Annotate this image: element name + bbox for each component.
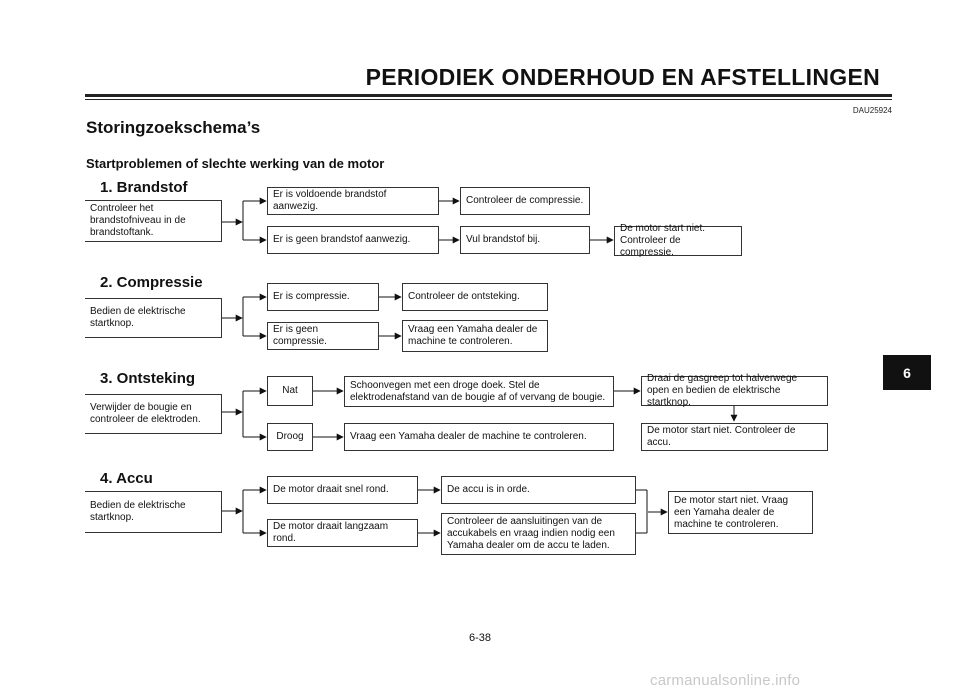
accu-final-text: De motor start niet. Vraag een Yamaha dealer de machine te controleren. (674, 494, 789, 530)
chapter-tab: 6 (883, 355, 931, 390)
ontsteking-result-wet-text: Nat (282, 385, 298, 396)
compressie-check-text: Bedien de elektrische startknop. (90, 306, 186, 329)
page-number: 6-38 (468, 632, 492, 644)
page-heading: Storingzoekschema’s (86, 118, 261, 137)
ontsteking-result-wet-box (267, 376, 313, 406)
compressie-result-no-text: Er is geen compressie. (273, 324, 327, 347)
ontsteking-check-text: Verwijder de bougie en controleer de elektroden. (90, 402, 201, 425)
compressie-action-no-text: Vraag een Yamaha dealer de machine te controleren. (408, 324, 538, 347)
brandstof-result-yes-text: Er is voldoende brandstof aanwezig. (273, 189, 387, 212)
ontsteking-followup-box (641, 373, 828, 408)
section-title-accu: 4. Accu (100, 470, 153, 487)
brandstof-action-no-box (460, 226, 590, 254)
accu-result-slow-text: De motor draait langzaam rond. (273, 521, 389, 544)
accu-final-box (668, 491, 813, 534)
ontsteking-result-dry-box (267, 423, 313, 451)
compressie-action-no-box (402, 320, 548, 352)
ontsteking-action-wet-text: Schoonvegen met een droge doek. Stel de elektrodenafstand van de bougie af of vervang de bougie. (350, 379, 606, 403)
brandstof-result-yes-box (267, 187, 439, 215)
ontsteking-followup-text: Draai de gasgreep tot halverwege open en bedien de elektrische startknop. (647, 373, 798, 408)
accu-result-fast-box (267, 476, 418, 504)
accu-action-slow-text: Controleer de aansluitingen van de accukabels en vraag indien nodig een Yamaha dealer om de accu te laden. (447, 516, 615, 551)
section-title-ontsteking: 3. Ontsteking (100, 370, 196, 387)
accu-check-text: Bedien de elektrische startknop. (90, 500, 186, 523)
watermark: carmanualsonline.info (650, 672, 801, 689)
compressie-result-no-box (267, 322, 379, 350)
compressie-result-yes-text: Er is compressie. (273, 291, 350, 302)
section-title-compressie: 2. Compressie (100, 274, 203, 291)
brandstof-final-text: De motor start niet. Controleer de compressie. (620, 223, 706, 258)
brandstof-check-box (85, 200, 222, 242)
subheading: Startproblemen of slechte werking van de motor (86, 156, 385, 171)
brandstof-result-no-box (267, 226, 439, 254)
accu-result-slow-box (267, 519, 418, 547)
accu-check-box (85, 491, 222, 533)
ontsteking-final-box (641, 423, 828, 451)
compressie-action-yes-box (402, 283, 548, 311)
ontsteking-action-dry-box (344, 423, 614, 451)
compressie-result-yes-box (267, 283, 379, 311)
ontsteking-result-dry-text: Droog (276, 431, 304, 442)
brandstof-action-yes-text: Controleer de compressie. (466, 195, 584, 206)
brandstof-check-text: Controleer het brandstofniveau in de brandstoftank. (90, 203, 186, 238)
brandstof-final-box (614, 223, 742, 258)
ontsteking-check-box (85, 394, 222, 434)
ontsteking-final-text: De motor start niet. Controleer de accu. (647, 425, 796, 448)
ontsteking-action-wet-box (344, 376, 614, 407)
section-title-brandstof: 1. Brandstof (100, 179, 188, 196)
document-code: DAU25924 (852, 106, 892, 115)
accu-result-fast-text: De motor draait snel rond. (273, 484, 389, 495)
brandstof-action-no-text: Vul brandstof bij. (466, 234, 541, 245)
accu-action-fast-text: De accu is in orde. (447, 484, 530, 495)
header-title: PERIODIEK ONDERHOUD EN AFSTELLINGEN (365, 64, 880, 90)
accu-action-slow-box (441, 513, 636, 555)
brandstof-action-yes-box (460, 187, 590, 215)
brandstof-result-no-text: Er is geen brandstof aanwezig. (273, 234, 411, 245)
ontsteking-action-dry-text: Vraag een Yamaha dealer de machine te controleren. (350, 431, 587, 442)
compressie-action-yes-text: Controleer de ontsteking. (408, 291, 520, 302)
compressie-check-box (85, 298, 222, 338)
accu-action-fast-box (441, 476, 636, 504)
